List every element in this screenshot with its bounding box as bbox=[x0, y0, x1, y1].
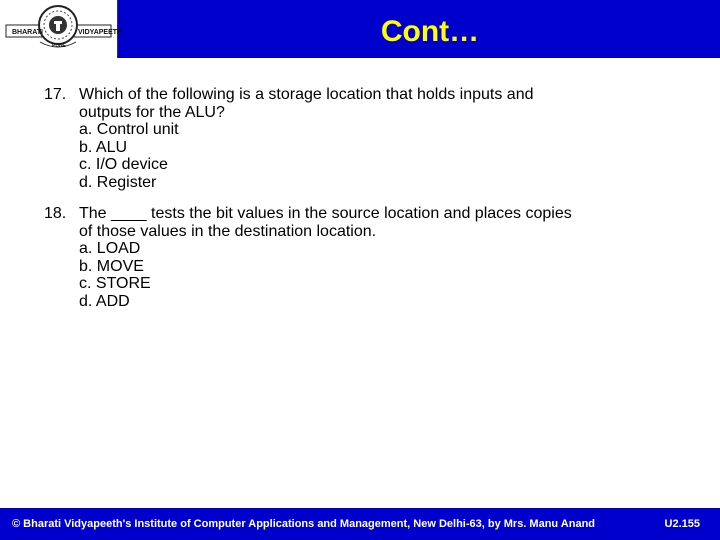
answer-option: b. ALU bbox=[79, 138, 128, 156]
answer-option: c. I/O device bbox=[79, 156, 168, 173]
slide-title: Cont… bbox=[380, 15, 480, 48]
institute-logo bbox=[0, 0, 123, 58]
answer-option: d. ADD bbox=[79, 292, 130, 310]
svg-text:BHARATI: BHARATI bbox=[12, 29, 43, 36]
answer-option: a. LOAD bbox=[79, 240, 141, 257]
answer-option: c. STORE bbox=[79, 275, 151, 292]
svg-text:VIDYAPEETH: VIDYAPEETH bbox=[78, 29, 123, 36]
footer-bar bbox=[0, 508, 720, 540]
footer-credit: © Bharati Vidyapeeth's Institute of Computer Applications and Management, New Delhi-63, by Mrs. Manu Anand bbox=[12, 518, 596, 530]
question-text: The ____ tests the bit values in the source location and places copies bbox=[79, 205, 572, 222]
question-text: outputs for the ALU? bbox=[79, 103, 225, 121]
answer-option: d. Register bbox=[79, 173, 157, 191]
question-text: Which of the following is a storage location that holds inputs and bbox=[79, 86, 534, 103]
logo-emblem bbox=[0, 0, 123, 58]
question-number: 17. bbox=[44, 86, 67, 103]
question-17 bbox=[44, 86, 684, 191]
slide-number: U2.155 bbox=[664, 518, 700, 530]
question-text: of those values in the destination location. bbox=[79, 222, 377, 240]
svg-text:PUNE: PUNE bbox=[52, 43, 66, 49]
question-18 bbox=[44, 205, 684, 310]
answer-option: b. MOVE bbox=[79, 257, 144, 275]
question-number: 18. bbox=[44, 205, 67, 222]
question-list bbox=[44, 86, 684, 324]
answer-option: a. Control unit bbox=[79, 121, 179, 138]
